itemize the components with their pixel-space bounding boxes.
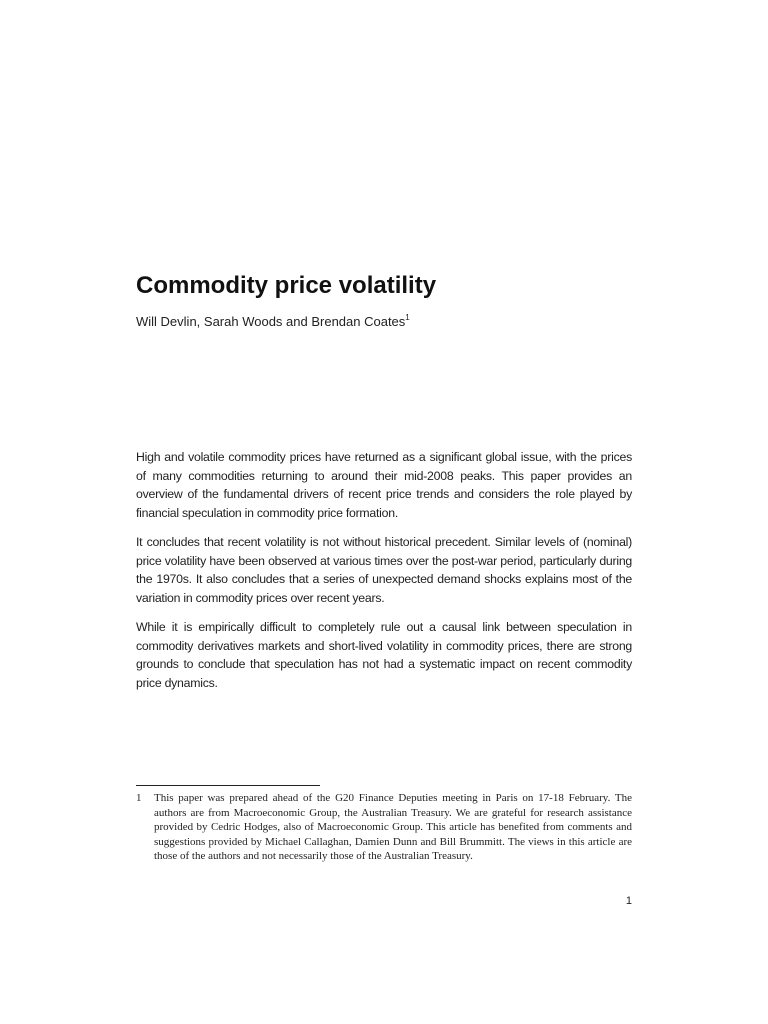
author-line	[136, 312, 410, 332]
paper-title: Commodity price volatility	[136, 272, 437, 299]
abstract	[136, 448, 632, 703]
abstract-paragraph: While it is empirically difficult to completely rule out a causal link between speculation in commodity derivatives markets and short-lived volatility in commodity prices, there are strong grounds to conclude that speculation has not had a systematic impact on recent commodity price dynamics.	[136, 620, 632, 690]
footnote-text: This paper was prepared ahead of the G20 Finance Deputies meeting in Paris on 17-18 February. The authors are from Macroeconomic Group, the Australian Treasury. We are grateful for research assistance provided by Cedric Hodges, also of Macroeconomic Group. This article has benefited from comments and suggestions provided by Michael Callaghan, Damien Dunn and Bill Brummitt. The views in this article are those of the authors and not necessarily those of the Australian Treasury.	[154, 792, 632, 863]
footnote-number: 1	[136, 792, 142, 804]
page-number: 1	[625, 895, 632, 907]
footnote-divider	[136, 785, 320, 786]
footnote-reference: 1	[405, 313, 410, 322]
abstract-paragraph: It concludes that recent volatility is not without historical precedent. Similar levels of (nominal) price volatility have been observed at various times over the post-war period, particularly during the 1970s. It also concludes that a series of unexpected demand shocks explains most of the variation in commodity prices over recent years.	[136, 535, 632, 605]
abstract-paragraph: High and volatile commodity prices have returned as a significant global issue, with the prices of many commodities returning to around their mid-2008 peaks. This paper provides an overview of the fundamental drivers of recent price trends and considers the role played by financial speculation in commodity price formation.	[136, 450, 632, 520]
author-names: Will Devlin, Sarah Woods and Brendan Coates	[136, 314, 406, 329]
footnote	[136, 791, 632, 864]
